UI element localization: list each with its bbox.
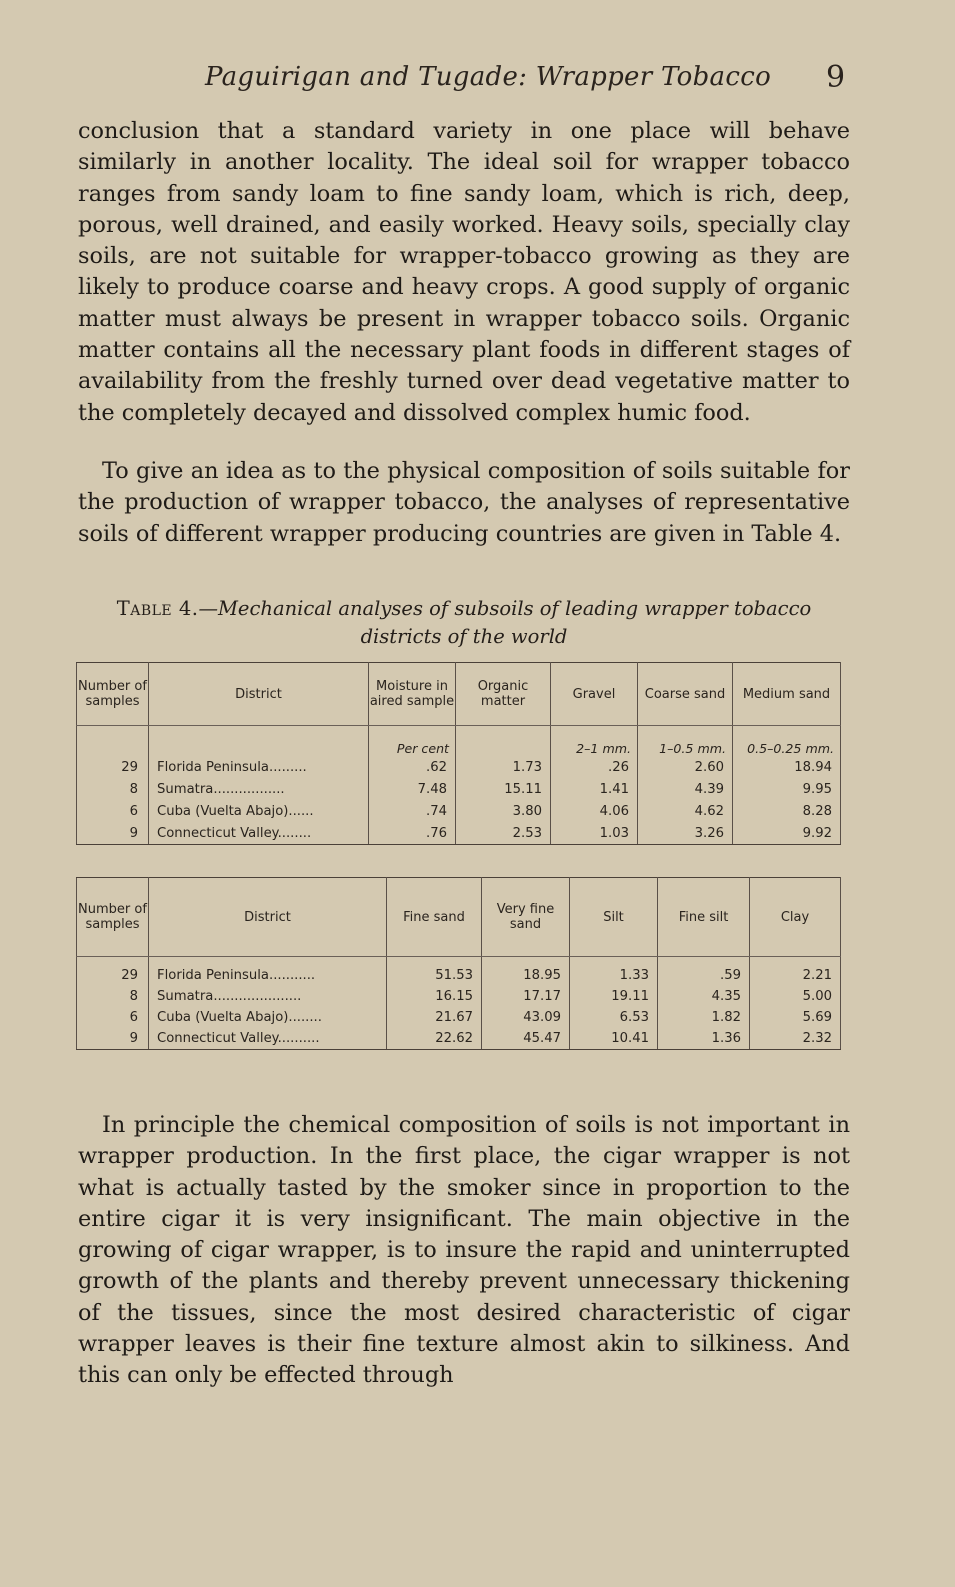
cell-value: 19.11 xyxy=(570,986,658,1007)
unit-cell: 2–1 mm. xyxy=(551,726,638,757)
cell-value: 2.60 xyxy=(638,756,733,778)
spacer-cell xyxy=(149,957,387,966)
cell-samples: 29 xyxy=(77,965,149,986)
table-row xyxy=(77,986,841,1007)
table-row xyxy=(77,1007,841,1028)
cell-value: .59 xyxy=(658,965,750,986)
cell-value: 4.35 xyxy=(658,986,750,1007)
cell-samples: 6 xyxy=(77,800,149,822)
cell-district: Connecticut Valley.......... xyxy=(149,1028,387,1050)
cell-value: .26 xyxy=(551,756,638,778)
header-fine-silt: Fine silt xyxy=(658,878,750,957)
cell-value: 16.15 xyxy=(387,986,482,1007)
cell-value: 2.32 xyxy=(750,1028,841,1050)
spacer-cell xyxy=(482,957,570,966)
header-clay: Clay xyxy=(750,878,841,957)
cell-samples: 9 xyxy=(77,1028,149,1050)
unit-cell: 1–0.5 mm. xyxy=(638,726,733,757)
cell-value: 3.26 xyxy=(638,822,733,845)
cell-value: 15.11 xyxy=(456,778,551,800)
cell-value: 10.41 xyxy=(570,1028,658,1050)
running-head xyxy=(0,62,955,102)
cell-district: Cuba (Vuelta Abajo)........ xyxy=(149,1007,387,1028)
cell-samples: 29 xyxy=(77,756,149,778)
spacer-row xyxy=(77,957,841,966)
cell-value: 4.39 xyxy=(638,778,733,800)
cell-district: Sumatra..................... xyxy=(149,986,387,1007)
table-header-row xyxy=(77,663,841,726)
paragraph-1: conclusion that a standard variety in one place will behave similarly in another locality. The ideal soil for wrapper tobacco ranges from sandy loam to fine sandy loam, which is rich, deep, porous, well drained, and easily worked. Heavy soils, specially clay soils, are not suitable for wrapper-tobacco growing as they are likely to produce coarse and heavy crops. A good supply of organic matter must always be present in wrapper tobacco soils. Organic matter contains all the necessary plant foods in different stages of availability from the freshly turned over dead vegetative matter to the completely decayed and dissolved complex humic food. xyxy=(78,118,850,426)
cell-value: 7.48 xyxy=(369,778,456,800)
cell-samples: 8 xyxy=(77,778,149,800)
table-row xyxy=(77,778,841,800)
running-title: Paguirigan and Tugade: Wrapper Tobacco xyxy=(205,62,772,92)
cell-value: 2.21 xyxy=(750,965,841,986)
unit-cell: 0.5–0.25 mm. xyxy=(733,726,841,757)
cell-value: 8.28 xyxy=(733,800,841,822)
table-row xyxy=(77,965,841,986)
spacer-cell xyxy=(658,957,750,966)
unit-cell: Per cent xyxy=(369,726,456,757)
table-part-1 xyxy=(76,662,841,845)
cell-district: Connecticut Valley........ xyxy=(149,822,369,845)
cell-value: 18.94 xyxy=(733,756,841,778)
cell-value: 43.09 xyxy=(482,1007,570,1028)
cell-value: 5.69 xyxy=(750,1007,841,1028)
cell-value: 4.62 xyxy=(638,800,733,822)
cell-value: 1.36 xyxy=(658,1028,750,1050)
cell-value: 18.95 xyxy=(482,965,570,986)
table-label: Table 4. xyxy=(116,597,199,620)
cell-value: 1.03 xyxy=(551,822,638,845)
table-caption xyxy=(78,595,850,651)
table-title: —Mechanical analyses of subsoils of leading wrapper tobacco districts of the world xyxy=(198,597,812,648)
header-district: District xyxy=(149,663,369,726)
cell-value: 22.62 xyxy=(387,1028,482,1050)
table-header-row xyxy=(77,878,841,957)
table-row xyxy=(77,822,841,845)
cell-value: 9.92 xyxy=(733,822,841,845)
cell-value: .76 xyxy=(369,822,456,845)
cell-value: 17.17 xyxy=(482,986,570,1007)
paragraph-3: In principle the chemical composition of soils is not important in wrapper production. In the first place, the cigar wrapper is not what is actually tasted by the smoker since in proportion to the entire cigar it is very insignificant. The main objective in the growing of cigar wrapper, is to insure the rapid and uninterrupted growth of the plants and thereby prevent unnecessary thickening of the tissues, since the most desired characteristic of cigar wrapper leaves is their fine texture almost akin to silkiness. And this can only be effected through xyxy=(78,1112,850,1389)
header-silt: Silt xyxy=(570,878,658,957)
cell-value: 1.33 xyxy=(570,965,658,986)
cell-district: Florida Peninsula........... xyxy=(149,965,387,986)
cell-value: 45.47 xyxy=(482,1028,570,1050)
cell-district: Sumatra................. xyxy=(149,778,369,800)
cell-value: 6.53 xyxy=(570,1007,658,1028)
header-number-of-samples: Number of samples xyxy=(77,878,149,957)
cell-value: 1.73 xyxy=(456,756,551,778)
header-district: District xyxy=(149,878,387,957)
cell-value: .74 xyxy=(369,800,456,822)
header-organic-matter: Organic matter xyxy=(456,663,551,726)
table-part-2 xyxy=(76,877,841,1050)
cell-value: 5.00 xyxy=(750,986,841,1007)
header-medium-sand: Medium sand xyxy=(733,663,841,726)
table-row xyxy=(77,800,841,822)
table-row xyxy=(77,756,841,778)
cell-value: .62 xyxy=(369,756,456,778)
cell-district: Florida Peninsula......... xyxy=(149,756,369,778)
header-very-fine-sand: Very fine sand xyxy=(482,878,570,957)
header-number-of-samples: Number of samples xyxy=(77,663,149,726)
header-gravel: Gravel xyxy=(551,663,638,726)
cell-district: Cuba (Vuelta Abajo)...... xyxy=(149,800,369,822)
header-coarse-sand: Coarse sand xyxy=(638,663,733,726)
spacer-cell xyxy=(77,957,149,966)
cell-samples: 8 xyxy=(77,986,149,1007)
cell-value: 4.06 xyxy=(551,800,638,822)
spacer-cell xyxy=(570,957,658,966)
cell-value: 3.80 xyxy=(456,800,551,822)
page-number: 9 xyxy=(826,60,846,95)
paragraph-2: To give an idea as to the physical composition of soils suitable for the production of wrapper tobacco, the analyses of representative soils of different wrapper producing countries are given in Table 4. xyxy=(78,458,850,547)
header-moisture: Moisture in aired sample xyxy=(369,663,456,726)
cell-value: 51.53 xyxy=(387,965,482,986)
unit-cell xyxy=(456,726,551,757)
spacer-cell xyxy=(750,957,841,966)
cell-value: 9.95 xyxy=(733,778,841,800)
cell-samples: 6 xyxy=(77,1007,149,1028)
cell-samples: 9 xyxy=(77,822,149,845)
spacer-cell xyxy=(387,957,482,966)
table-row xyxy=(77,1028,841,1050)
unit-cell xyxy=(149,726,369,757)
cell-value: 1.41 xyxy=(551,778,638,800)
unit-cell xyxy=(77,726,149,757)
cell-value: 21.67 xyxy=(387,1007,482,1028)
header-fine-sand: Fine sand xyxy=(387,878,482,957)
cell-value: 2.53 xyxy=(456,822,551,845)
units-row xyxy=(77,726,841,757)
cell-value: 1.82 xyxy=(658,1007,750,1028)
